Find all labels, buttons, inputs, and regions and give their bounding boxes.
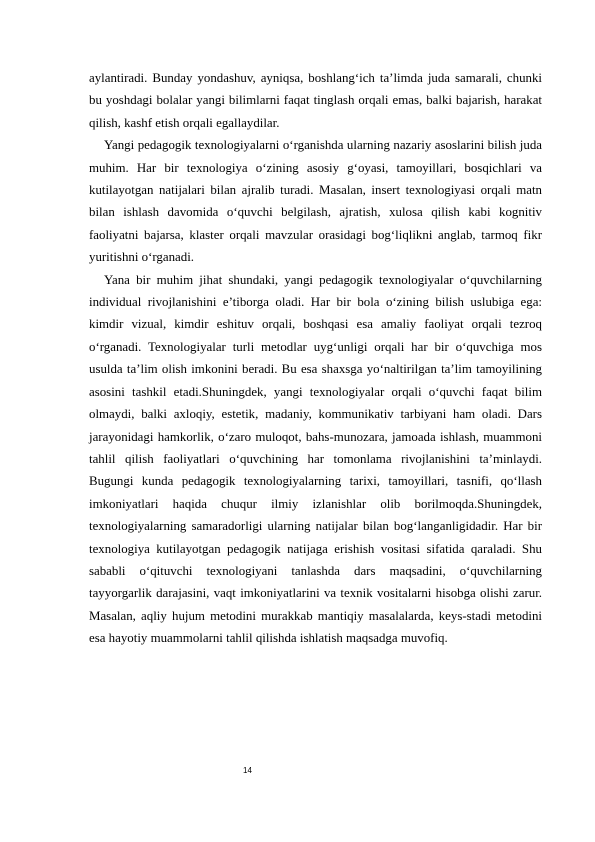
paragraph-individual-development: Yana bir muhim jihat shundaki, yangi pedagogik texnologiyalar o‘quvchilarning individual rivojlanishini e’tiborga oladi. Har bir bola o‘zining bilish uslubiga ega: kimdir vizual, kimdir eshituv orqali, boshqasi esa amaliy faoliyat orqali tezroq o‘rganadi. Texnologiyalar turli metodlar uyg‘unligi orqali har bir o‘quvchiga mos usulda ta’lim olish imkonini beradi. Bu esa shaxsga yo‘naltirilgan ta’lim tamoyilining asosini tashkil etadi.Shuningdek, yangi texnologiyalar orqali o‘quvchi faqat bilim olmaydi, balki axloqiy, estetik, madaniy, kommunikativ tarbiyani ham oladi. Dars jarayonidagi hamkorlik, o‘zaro muloqot, bahs-munozara, jamoada ishlash, muammoni tahlil qilish faoliyatlari o‘quvchining har tomonlama rivojlanishini ta’minlaydi. Bugungi kunda pedagogik texnologiyalarning tarixi, tamoyillari, tasnifi, qo‘llash imkoniyatlari haqida chuqur ilmiy izlanishlar olib borilmoqda.Shuningdek, texnologiyalarning samaradorligi ularning natijalar bilan bog‘langanligidadir. Har bir texnologiya kutilayotgan pedagogik natijaga erishish vositasi sifatida qaraladi. Shu sababli o‘qituvchi texnologiyani tanlashda dars maqsadini, o‘quvchilarning tayyorgarlik darajasini, vaqt imkoniyatlarini va texnik vositalarni hisobga olishi zarur. Masalan, aqliy hujum metodini murakkab mantiqiy masalalarda, keys-stadi metodini esa hayotiy muammolarni tahlil qilishda ishlatish maqsadga muvofiq. <box>89 272 542 646</box>
body-text <box>89 67 542 650</box>
paragraph-theory: Yangi pedagogik texnologiyalarni o‘rganishda ularning nazariy asoslarini bilish juda muhim. Har bir texnologiya o‘zining asosiy g‘oyasi, tamoyillari, bosqichlari va kutilayotgan natijalari bilan ajralib turadi. Masalan, insert texnologiyasi orqali matn bilan ishlash davomida o‘quvchi belgilash, ajratish, xulosa qilish kabi kognitiv faoliyatni bajarsa, klaster orqali mavzular orasidagi bog‘liqlikni anglab, tarmoq fikr yuritishni o‘rganadi. <box>89 138 542 265</box>
page-number: 14 <box>243 766 252 775</box>
paragraph-continuation: aylantiradi. Bunday yondashuv, ayniqsa, boshlang‘ich ta’limda juda samarali, chunki bu yoshdagi bolalar yangi bilimlarni faqat tinglash orqali emas, balki bajarish, harakat qilish, kashf etish orqali egallaydilar. <box>89 71 542 130</box>
